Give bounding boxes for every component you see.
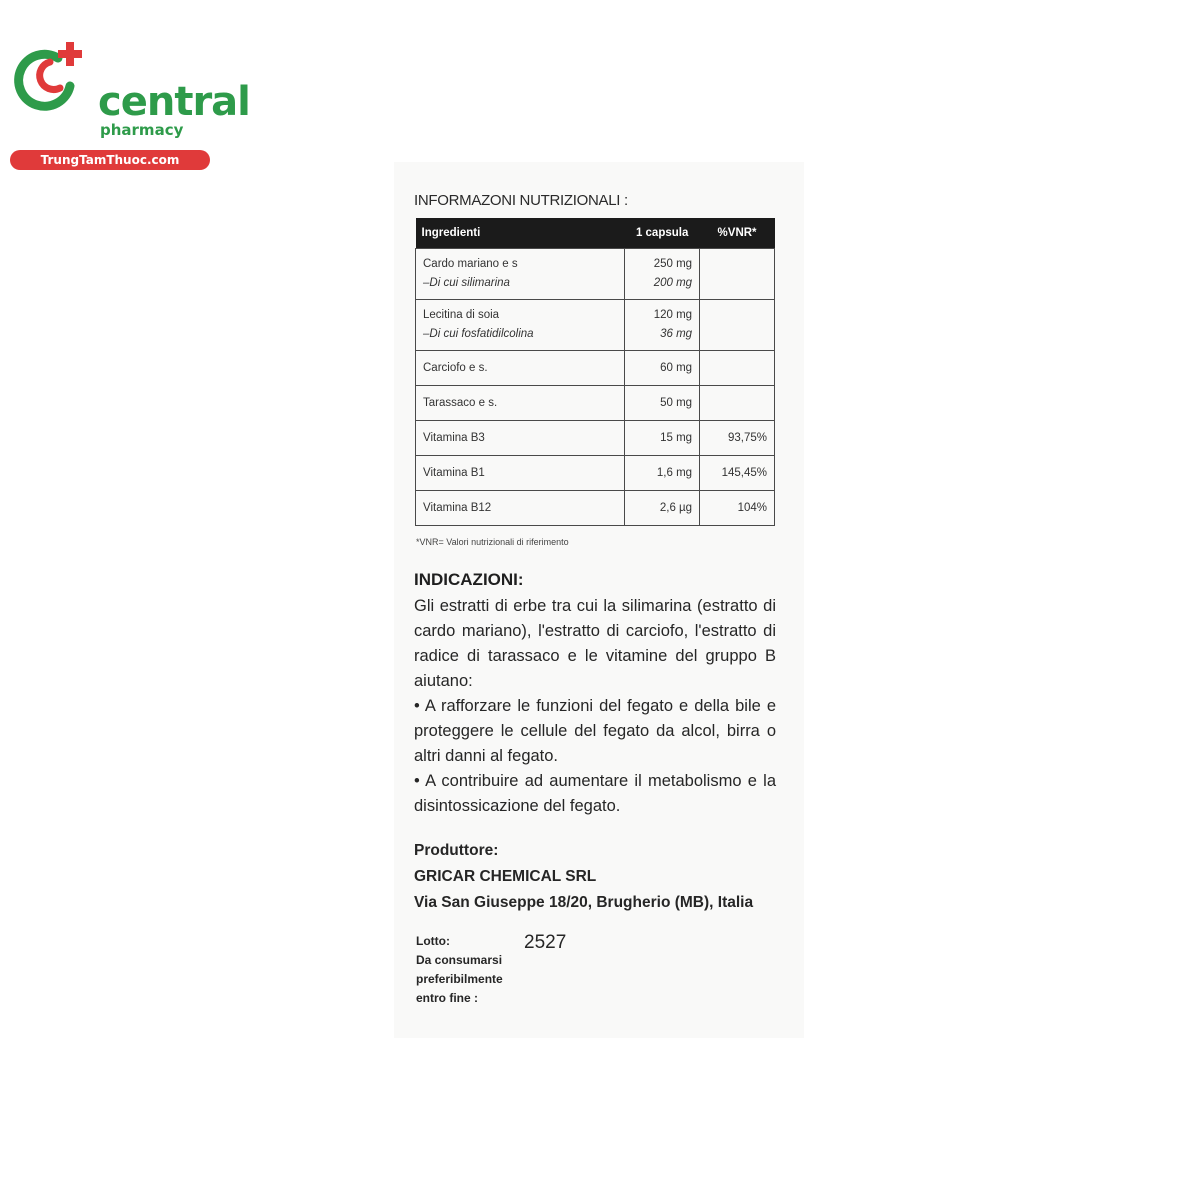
- brand-logo: [10, 36, 250, 167]
- ingredient-cell: [416, 300, 625, 351]
- table-row: [416, 421, 775, 456]
- header-ingredients: Ingredienti: [416, 218, 625, 249]
- lot-number: 2527: [524, 932, 567, 953]
- table-row: [416, 300, 775, 351]
- expiry-label-line: entro fine :: [416, 991, 478, 1005]
- table-row: [416, 491, 775, 526]
- header-vnr: %VNR*: [700, 218, 775, 249]
- dose-sub: 200 mg: [653, 277, 693, 289]
- vnr-cell: 145,45%: [700, 456, 775, 491]
- dose-value: 1,6 mg: [625, 456, 700, 491]
- vnr-cell: [700, 249, 775, 300]
- ingredient-sub: –Di cui fosfatidilcolina: [423, 328, 534, 340]
- ingredient-name: Tarassaco e s.: [416, 386, 625, 421]
- table-header-row: [416, 218, 775, 249]
- ingredient-name: Vitamina B12: [416, 491, 625, 526]
- pharmacy-cross-logo-icon: [10, 36, 90, 116]
- producer-block: [414, 838, 784, 916]
- table-row: [416, 456, 775, 491]
- lot-label: Lotto:: [416, 934, 450, 948]
- vnr-cell: [700, 351, 775, 386]
- dose-value: 15 mg: [625, 421, 700, 456]
- indication-bullet: • A contribuire ad aumentare il metabolismo e la disintossicazione del fegato.: [414, 772, 776, 815]
- indications-title: INDICAZIONI:: [414, 570, 524, 589]
- table-row: [416, 351, 775, 386]
- nutrition-title: INFORMAZONI NUTRIZIONALI :: [414, 192, 628, 209]
- dose-value: 250 mg: [653, 258, 693, 270]
- ingredient-name: Carciofo e s.: [416, 351, 625, 386]
- vnr-cell: 104%: [700, 491, 775, 526]
- dose-value: 50 mg: [625, 386, 700, 421]
- indications-intro: Gli estratti di erbe tra cui la silimarina (estratto di cardo mariano), l'estratto di carciofo, l'estratto di radice di tarassaco e le vitamine del gruppo B aiutano:: [414, 597, 776, 690]
- producer-name: GRICAR CHEMICAL SRL: [414, 868, 597, 885]
- logo-subtitle: pharmacy: [100, 121, 184, 139]
- lot-block: [416, 932, 536, 1008]
- indication-bullet: • A rafforzare le funzioni del fegato e della bile e proteggere le cellule del fegato da alcol, birra o altri danni al fegato.: [414, 697, 776, 765]
- header-capsule: 1 capsula: [625, 218, 700, 249]
- nutrition-table: [415, 218, 775, 526]
- product-label-panel: [394, 162, 804, 1038]
- ingredient-cell: [416, 249, 625, 300]
- expiry-label-line: Da consumarsi: [416, 953, 503, 967]
- ingredient-name: Vitamina B3: [416, 421, 625, 456]
- table-row: [416, 386, 775, 421]
- dose-value: 60 mg: [625, 351, 700, 386]
- vnr-cell: [700, 300, 775, 351]
- producer-address: Via San Giuseppe 18/20, Brugherio (MB), Italia: [414, 894, 754, 911]
- table-row: [416, 249, 775, 300]
- dose-cell: [625, 249, 700, 300]
- ingredient-name: Lecitina di soia: [423, 309, 500, 321]
- producer-label: Produttore:: [414, 842, 499, 859]
- dose-value: 2,6 µg: [625, 491, 700, 526]
- logo-banner: TrungTamThuoc.com: [10, 150, 210, 170]
- vnr-cell: 93,75%: [700, 421, 775, 456]
- dose-sub: 36 mg: [660, 328, 693, 340]
- vnr-cell: [700, 386, 775, 421]
- dose-value: 120 mg: [653, 309, 693, 321]
- indications-body: [414, 594, 776, 819]
- dose-cell: [625, 300, 700, 351]
- expiry-label-line: preferibilmente: [416, 972, 503, 986]
- ingredient-name: Vitamina B1: [416, 456, 625, 491]
- ingredient-name: Cardo mariano e s: [423, 258, 518, 270]
- vnr-footnote: *VNR= Valori nutrizionali di riferimento: [416, 537, 569, 547]
- logo-wordmark: central: [98, 79, 250, 125]
- ingredient-sub: –Di cui silimarina: [423, 277, 510, 289]
